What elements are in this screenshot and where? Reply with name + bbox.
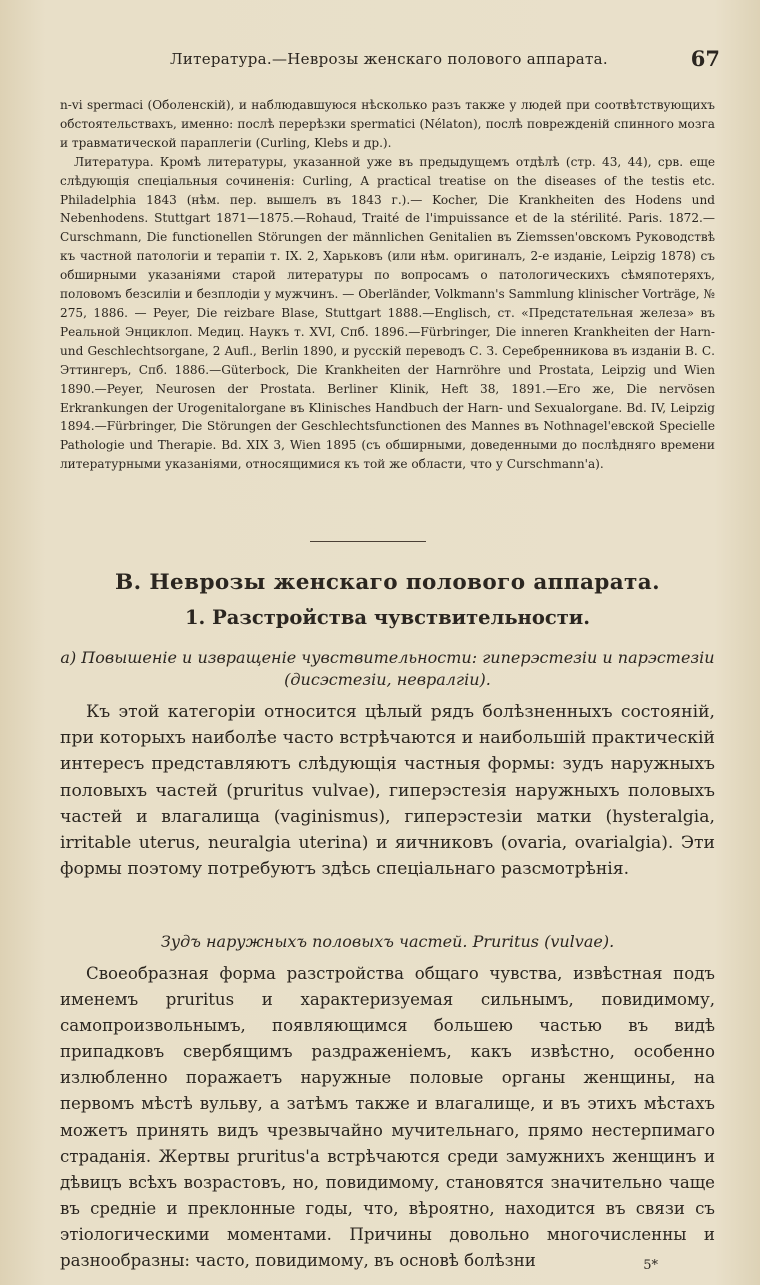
subsection-heading	[60, 647, 715, 691]
running-title: Литература.—Неврозы женскаго полового аппарата.	[170, 50, 608, 68]
literature-paragraph-2: Литература. Кромѣ литературы, указанной уже въ предыдущемъ отдѣлѣ (стр. 43, 44), срв. еще слѣдующія спеціальныя сочиненія: Curling, A practical treatise on the diseases of the testis etc. Philadelphia 1843 (нѣм. пер. вышелъ въ 1843 г.).— Kocher, Die Krankheiten des Hodens und Nebenhodens. Stuttgart 1871—1875.—Rohaud, Traité de l'impuissance et de la stérilité. Paris. 1872.—Curschmann, Die functionellen Störungen der männlichen Genitalien въ Ziemssen'овскомъ Руководствѣ къ частной патологіи и терапіи т. IX. 2, Харьковъ (или нѣм. оригиналъ, 2-е изданіе, Leipzig 1878) съ обширными указаніями старой литературы по вопросамъ о патологическихъ сѣмяпотеряхъ, половомъ безсиліи и безплодіи у мужчинъ. — Oberländer, Volkmann's Sammlung klinischer Vorträge, № 275, 1886. — Peyer, Die reizbare Blase, Stuttgart 1888.—Englisch, ст. «Предстательная железа» въ Реальной Энциклоп. Медиц. Наукъ т. XVI, Спб. 1896.—Fürbringer, Die inneren Krankheiten der Harn- und Geschlechtsorgane, 2 Aufl., Berlin 1890, и русскій переводъ С. З. Серебренникова въ изданіи В. С. Эттингеръ, Спб. 1886.—Güterbock, Die Krankheiten der Harnröhre und Prostata, Leipzig und Wien 1890.—Peyer, Neurosen der Prostata. Berliner Klinik, Heft 38, 1891.—Его же, Die nervösen Erkrankungen der Urogenitalorgane въ Klinisches Handbuch der Harn- und Sexualorgane. Bd. IV, Leipzig 1894.—Fürbringer, Die Störungen der Geschlechtsfunctionen des Mannes въ Nothnagel'евской Specielle Pathologie und Therapie. Bd. XIX 3, Wien 1895 (съ обширными, доведенными до послѣдняго времени литературными указаніями, относящимися къ той же области, что у Curschmann'а).	[60, 154, 715, 472]
body-text-1	[60, 699, 715, 882]
signature-mark: 5*	[643, 1258, 658, 1273]
page-number: 67	[690, 46, 720, 71]
page-header	[60, 46, 720, 76]
subsection-heading-line-2: (дисэстезіи, невралгіи).	[284, 670, 491, 689]
chapter-subtitle: 1. Разстройства чувствительности.	[184, 606, 591, 629]
literature-block	[60, 96, 715, 474]
literature-paragraph-1: n-vi spermaci (Оболенскій), и наблюдавшуюся нѣсколько разъ также у людей при соотвѣтствующихъ обстоятельствахъ, именно: послѣ перерѣзки spermatici (Nélaton), послѣ поврежденій спинного мозга и травматической параплегіи (Curling, Klebs и др.).	[60, 98, 715, 150]
subsection-heading-line-1: а) Повышеніе и извращеніе чувствительности: гиперэстезіи и парэстезіи	[60, 648, 715, 667]
body-text-2	[60, 961, 715, 1274]
pruritus-heading: Зудъ наружныхъ половыхъ частей. Pruritus (vulvae).	[160, 932, 615, 951]
section-title: В. Неврозы женскаго полового аппарата.	[115, 570, 660, 595]
paragraph-pruritus: Своеобразная форма разстройства общаго чувства, извѣстная подъ именемъ pruritus и характеризуемая сильнымъ, повидимому, самопроизвольнымъ, появляющимся большею частью въ видѣ припадковъ свербящимъ раздраженіемъ, какъ извѣстно, особенно излюбленно поражаетъ наружные половые органы женщины, на первомъ мѣстѣ вульву, а затѣмъ также и влагалище, и въ этихъ мѣстахъ можетъ принять видъ чрезвычайно мучительнаго, прямо нестерпимаго страданія. Жертвы pruritus'а встрѣчаются среди замужнихъ женщинъ и дѣвицъ всѣхъ возрастовъ, но, повидимому, становятся значительно чаще въ средніе и преклонные годы, что, вѣроятно, находится въ связи съ этіологическими моментами. Причины довольно многочисленны и разнообразны: часто, повидимому, въ основѣ болѣзни	[60, 964, 715, 1271]
paragraph-categories: Къ этой категоріи относится цѣлый рядъ болѣзненныхъ состояній, при которыхъ наиболѣе часто встрѣчаются и наибольшій практическій интересъ представляютъ слѣдующія частныя формы: зудъ наружныхъ половыхъ частей (pruritus vulvae), гиперэстезія наружныхъ половыхъ частей и влагалища (vaginismus), гиперэстезіи матки (hysteralgia, irritable uterus, neuralgia uterina) и яичниковъ (ovaria, ovarialgia). Эти формы поэтому потребуютъ здѣсь спеціальнаго разсмотрѣнія.	[60, 702, 715, 880]
section-divider	[310, 541, 426, 542]
